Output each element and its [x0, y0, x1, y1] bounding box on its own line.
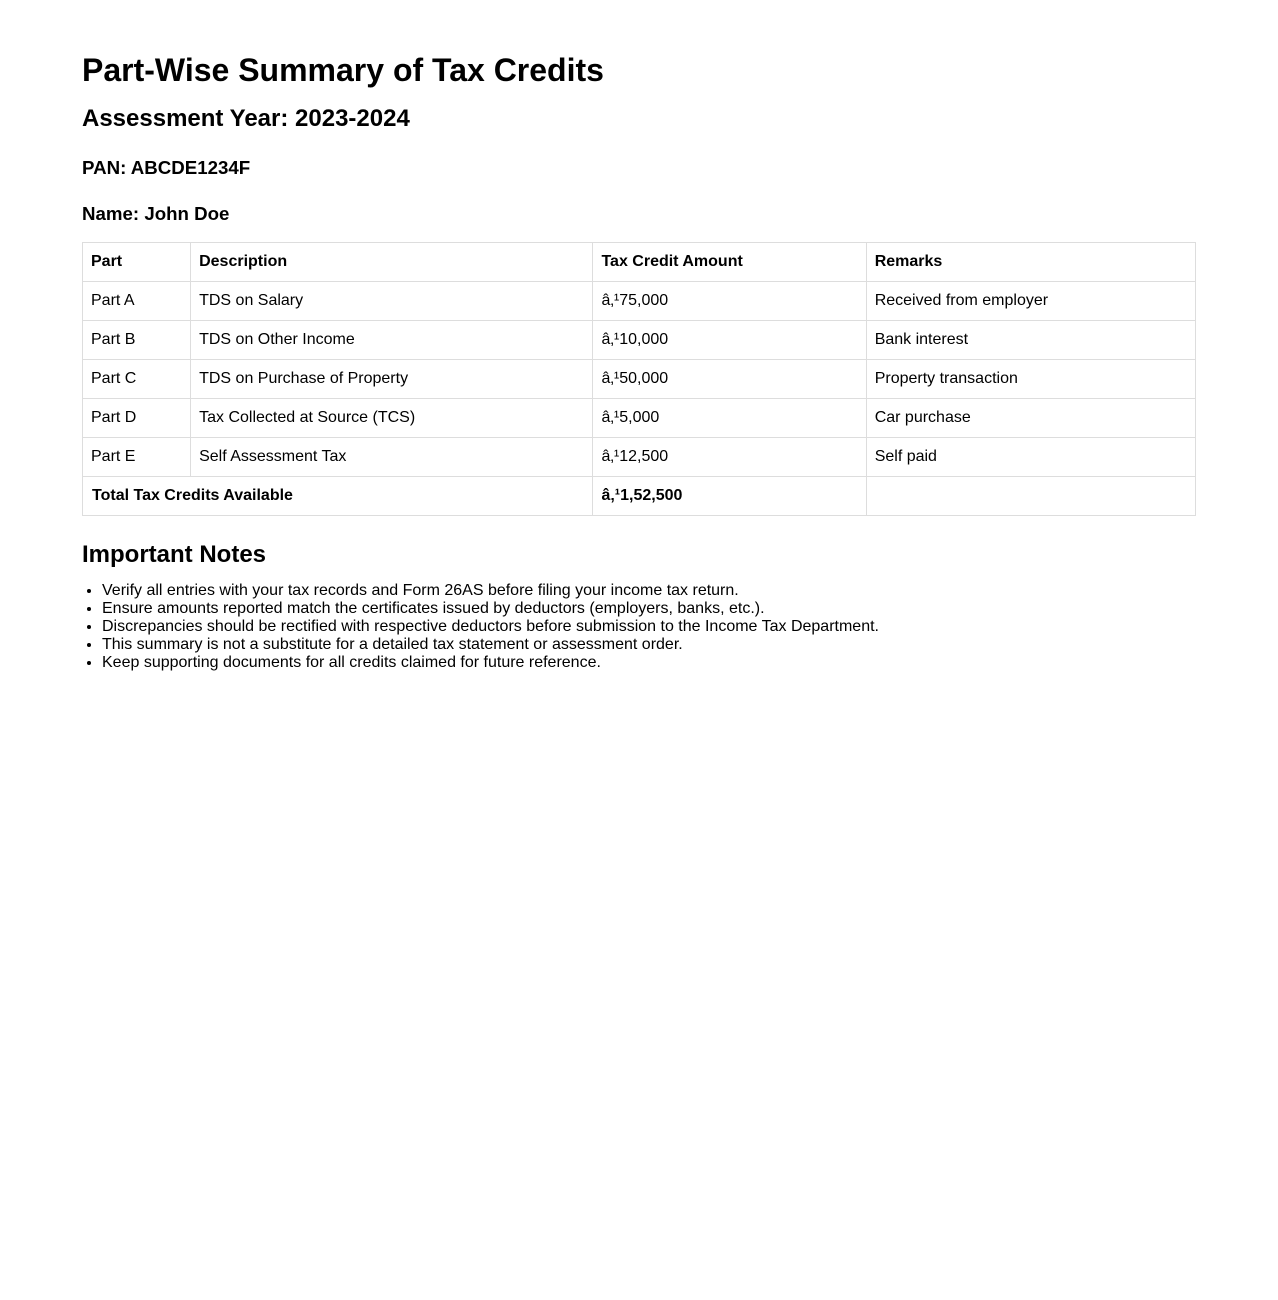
header-amount: Tax Credit Amount — [593, 243, 866, 282]
table-header-row — [83, 243, 1196, 282]
cell-part: Part A — [83, 282, 191, 321]
cell-remarks: Property transaction — [866, 360, 1195, 399]
cell-description: Tax Collected at Source (TCS) — [191, 399, 593, 438]
assessment-year: Assessment Year: 2023-2024 — [82, 105, 410, 132]
header-remarks: Remarks — [866, 243, 1195, 282]
total-amount: â‚¹1,52,500 — [593, 477, 866, 516]
header-part: Part — [83, 243, 191, 282]
cell-amount: â‚¹10,000 — [593, 321, 866, 360]
notes-list — [82, 582, 1196, 672]
cell-part: Part B — [83, 321, 191, 360]
table-row — [83, 399, 1196, 438]
list-item: • This summary is not a substitute for a detailed tax statement or assessment order. — [102, 636, 1196, 654]
table-row — [83, 360, 1196, 399]
header-description: Description — [191, 243, 593, 282]
cell-amount: â‚¹75,000 — [593, 282, 866, 321]
cell-remarks: Bank interest — [866, 321, 1195, 360]
cell-amount: â‚¹5,000 — [593, 399, 866, 438]
cell-description: Self Assessment Tax — [191, 438, 593, 477]
list-item: • Keep supporting documents for all credits claimed for future reference. — [102, 654, 1196, 672]
list-item: • Verify all entries with your tax records and Form 26AS before filing your income tax return. — [102, 582, 1196, 600]
cell-description: TDS on Purchase of Property — [191, 360, 593, 399]
table-row — [83, 321, 1196, 360]
table-row — [83, 282, 1196, 321]
cell-remarks: Received from employer — [866, 282, 1195, 321]
taxpayer-name: Name: John Doe — [82, 203, 230, 224]
cell-amount: â‚¹50,000 — [593, 360, 866, 399]
tax-credits-table — [82, 242, 1196, 516]
cell-part: Part E — [83, 438, 191, 477]
notes-heading: Important Notes — [82, 541, 267, 568]
list-item: • Discrepancies should be rectified with respective deductors before submission to the Income Tax Department. — [102, 618, 1196, 636]
cell-remarks: Car purchase — [866, 399, 1195, 438]
pan-label: PAN: ABCDE1234F — [82, 157, 251, 178]
cell-description: TDS on Other Income — [191, 321, 593, 360]
cell-amount: â‚¹12,500 — [593, 438, 866, 477]
total-remarks — [866, 477, 1195, 516]
cell-remarks: Self paid — [866, 438, 1195, 477]
total-label: Total Tax Credits Available — [83, 477, 593, 516]
page-title: Part-Wise Summary of Tax Credits — [82, 52, 604, 88]
cell-description: TDS on Salary — [191, 282, 593, 321]
total-row — [83, 477, 1196, 516]
cell-part: Part D — [83, 399, 191, 438]
list-item: • Ensure amounts reported match the certificates issued by deductors (employers, banks, etc.). — [102, 600, 1196, 618]
cell-part: Part C — [83, 360, 191, 399]
table-row — [83, 438, 1196, 477]
